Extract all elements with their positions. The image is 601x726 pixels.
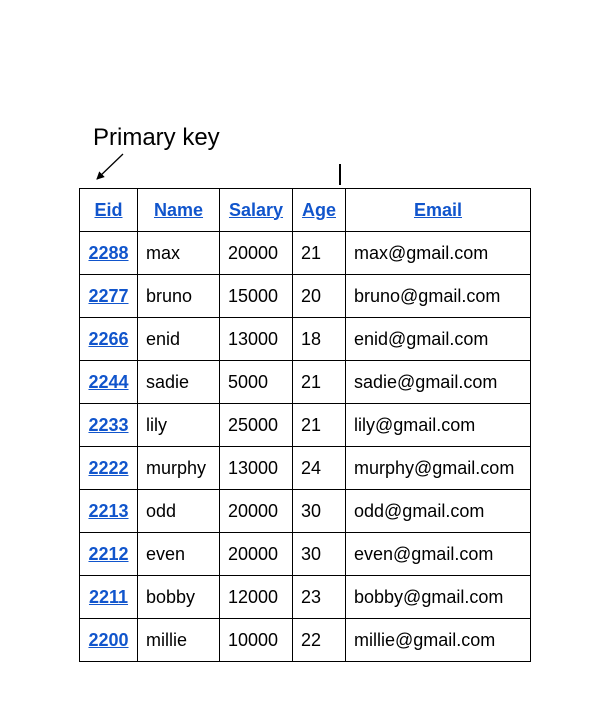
eid-link[interactable]: 2277 [88, 285, 129, 306]
email-cell: odd@gmail.com [346, 490, 531, 533]
age-cell: 21 [293, 361, 346, 404]
email-cell: enid@gmail.com [346, 318, 531, 361]
eid-cell [80, 490, 138, 533]
name-cell: millie [138, 619, 220, 662]
salary-cell: 13000 [220, 318, 293, 361]
age-cell: 21 [293, 232, 346, 275]
eid-cell [80, 447, 138, 490]
age-cell: 21 [293, 404, 346, 447]
eid-link[interactable]: 2266 [88, 328, 129, 349]
salary-cell: 13000 [220, 447, 293, 490]
header-email [346, 189, 531, 232]
header-age [293, 189, 346, 232]
table-body [80, 232, 531, 662]
table-header-row [80, 189, 531, 232]
eid-link[interactable]: 2211 [88, 586, 129, 607]
table-row [80, 232, 531, 275]
email-cell: max@gmail.com [346, 232, 531, 275]
name-cell: even [138, 533, 220, 576]
eid-cell [80, 404, 138, 447]
name-cell: odd [138, 490, 220, 533]
table-row [80, 533, 531, 576]
eid-link[interactable]: 2244 [88, 371, 129, 392]
header-salary [220, 189, 293, 232]
age-cell: 24 [293, 447, 346, 490]
eid-cell [80, 318, 138, 361]
age-cell: 23 [293, 576, 346, 619]
salary-cell: 25000 [220, 404, 293, 447]
header-age-link[interactable]: Age [301, 199, 336, 220]
age-cell: 30 [293, 533, 346, 576]
header-eid-link[interactable]: Eid [94, 199, 123, 220]
header-eid [80, 189, 138, 232]
table-row [80, 447, 531, 490]
eid-link[interactable]: 2233 [88, 414, 129, 435]
age-cell: 22 [293, 619, 346, 662]
age-cell: 18 [293, 318, 346, 361]
email-cell: murphy@gmail.com [346, 447, 531, 490]
salary-cell: 15000 [220, 275, 293, 318]
email-cell: millie@gmail.com [346, 619, 531, 662]
table-row [80, 404, 531, 447]
eid-link[interactable]: 2213 [88, 500, 129, 521]
age-cell: 30 [293, 490, 346, 533]
name-cell: enid [138, 318, 220, 361]
table-row [80, 318, 531, 361]
eid-link[interactable]: 2200 [88, 629, 129, 650]
salary-cell: 5000 [220, 361, 293, 404]
employee-table [79, 188, 531, 662]
name-cell: bruno [138, 275, 220, 318]
table-row [80, 275, 531, 318]
table-row [80, 361, 531, 404]
table-row [80, 490, 531, 533]
header-name-link[interactable]: Name [153, 199, 204, 220]
eid-link[interactable]: 2212 [88, 543, 129, 564]
email-cell: bruno@gmail.com [346, 275, 531, 318]
email-cell: sadie@gmail.com [346, 361, 531, 404]
eid-link[interactable]: 2288 [88, 242, 129, 263]
email-cell: bobby@gmail.com [346, 576, 531, 619]
age-cell: 20 [293, 275, 346, 318]
salary-cell: 10000 [220, 619, 293, 662]
eid-cell [80, 361, 138, 404]
salary-cell: 20000 [220, 232, 293, 275]
email-cell: even@gmail.com [346, 533, 531, 576]
header-name [138, 189, 220, 232]
email-cell: lily@gmail.com [346, 404, 531, 447]
name-cell: max [138, 232, 220, 275]
salary-cell: 20000 [220, 490, 293, 533]
name-cell: bobby [138, 576, 220, 619]
eid-cell [80, 275, 138, 318]
text-cursor [339, 164, 341, 185]
name-cell: murphy [138, 447, 220, 490]
header-email-link[interactable]: Email [413, 199, 463, 220]
name-cell: lily [138, 404, 220, 447]
eid-cell [80, 619, 138, 662]
eid-cell [80, 533, 138, 576]
table-row [80, 576, 531, 619]
primary-key-label: Primary key [93, 124, 220, 151]
name-cell: sadie [138, 361, 220, 404]
eid-cell [80, 232, 138, 275]
salary-cell: 20000 [220, 533, 293, 576]
table-row [80, 619, 531, 662]
eid-cell [80, 576, 138, 619]
header-salary-link[interactable]: Salary [228, 199, 284, 220]
eid-link[interactable]: 2222 [88, 457, 129, 478]
salary-cell: 12000 [220, 576, 293, 619]
